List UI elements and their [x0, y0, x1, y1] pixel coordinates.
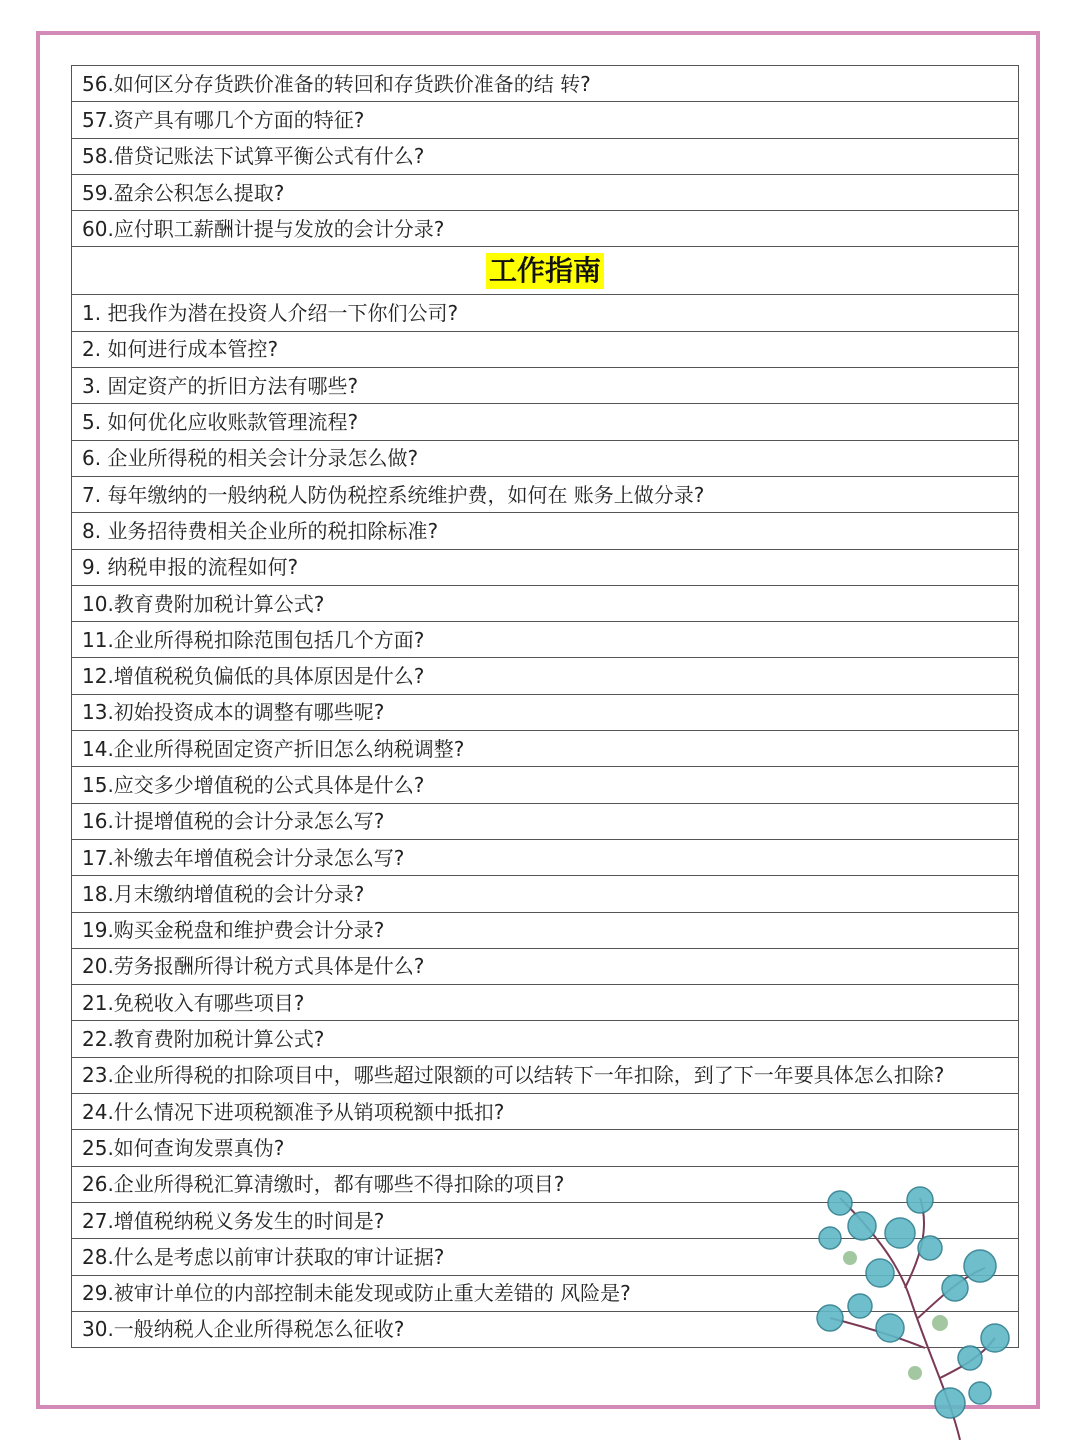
table-row: 18.月末缴纳增值税的会计分录?: [72, 876, 1018, 912]
table-row: 16.计提增值税的会计分录怎么写?: [72, 804, 1018, 840]
section-header-row: [72, 247, 1018, 295]
table-row: 3. 固定资产的折旧方法有哪些?: [72, 368, 1018, 404]
table-row: 6. 企业所得税的相关会计分录怎么做?: [72, 441, 1018, 477]
table-row: 21.免税收入有哪些项目?: [72, 985, 1018, 1021]
table-row: 7. 每年缴纳的一般纳税人防伪税控系统维护费，如何在 账务上做分录?: [72, 477, 1018, 513]
table-row: 27.增值税纳税义务发生的时间是?: [72, 1203, 1018, 1239]
table-row: 22.教育费附加税计算公式?: [72, 1021, 1018, 1057]
table-row: 15.应交多少增值税的公式具体是什么?: [72, 767, 1018, 803]
table-row: 23.企业所得税的扣除项目中，哪些超过限额的可以结转下一年扣除，到了下一年要具体怎么扣除?: [72, 1058, 1018, 1094]
table-row: 10.教育费附加税计算公式?: [72, 586, 1018, 622]
table-row: 19.购买金税盘和维护费会计分录?: [72, 913, 1018, 949]
table-row: 12.增值税税负偏低的具体原因是什么?: [72, 658, 1018, 694]
eucalyptus-branch-icon: [800, 1178, 1010, 1440]
table-row: 26.企业所得税汇算清缴时，都有哪些不得扣除的项目?: [72, 1167, 1018, 1203]
table-row: 57.资产具有哪几个方面的特征?: [72, 102, 1018, 138]
table-row: 56.如何区分存货跌价准备的转回和存货跌价准备的结 转?: [72, 66, 1018, 102]
table-row: 30.一般纳税人企业所得税怎么征收?: [72, 1312, 1018, 1348]
table-row: 11.企业所得税扣除范围包括几个方面?: [72, 622, 1018, 658]
table-row: 5. 如何优化应收账款管理流程?: [72, 404, 1018, 440]
table-row: 20.劳务报酬所得计税方式具体是什么?: [72, 949, 1018, 985]
section-title: 工作指南: [486, 253, 604, 289]
table-row: 9. 纳税申报的流程如何?: [72, 550, 1018, 586]
table-row: 28.什么是考虑以前审计获取的审计证据?: [72, 1239, 1018, 1275]
table-row: 14.企业所得税固定资产折旧怎么纳税调整?: [72, 731, 1018, 767]
table-row: 8. 业务招待费相关企业所的税扣除标准?: [72, 513, 1018, 549]
table-row: 58.借贷记账法下试算平衡公式有什么?: [72, 139, 1018, 175]
table-row: 59.盈余公积怎么提取?: [72, 175, 1018, 211]
table-row: 13.初始投资成本的调整有哪些呢?: [72, 695, 1018, 731]
table-row: 2. 如何进行成本管控?: [72, 332, 1018, 368]
question-table: [71, 65, 1019, 1348]
table-row: 17.补缴去年增值税会计分录怎么写?: [72, 840, 1018, 876]
table-row: 60.应付职工薪酬计提与发放的会计分录?: [72, 211, 1018, 247]
table-row: 29.被审计单位的内部控制未能发现或防止重大差错的 风险是?: [72, 1276, 1018, 1312]
table-row: 1. 把我作为潜在投资人介绍一下你们公司?: [72, 295, 1018, 331]
table-row: 25.如何查询发票真伪?: [72, 1130, 1018, 1166]
table-row: 24.什么情况下进项税额准予从销项税额中抵扣?: [72, 1094, 1018, 1130]
